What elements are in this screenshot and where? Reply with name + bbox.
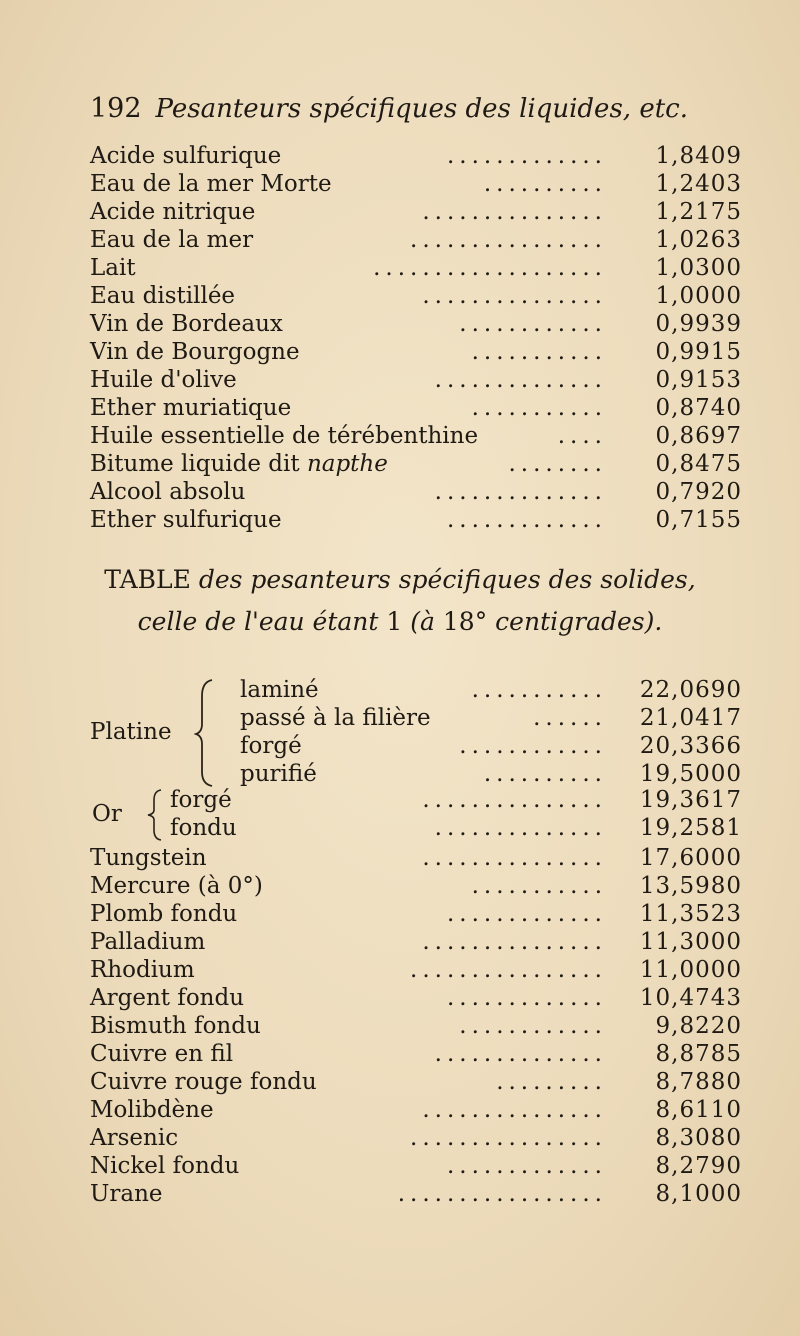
dot-leader: ............. <box>446 901 607 927</box>
table-row <box>90 1012 742 1040</box>
running-header <box>90 92 710 126</box>
substance-name: Urane <box>90 1181 163 1207</box>
dot-leader: ............... <box>422 787 607 813</box>
page-number: 192 <box>90 93 142 124</box>
variant-name: forgé <box>240 733 302 759</box>
substance-name: Vin de Bourgogne <box>90 339 300 365</box>
density-value: 0,8475 <box>655 451 742 477</box>
density-value: 1,2403 <box>655 171 742 197</box>
table-row <box>90 282 742 310</box>
table-title-word: TABLE <box>104 565 191 594</box>
density-value: 17,6000 <box>639 845 742 871</box>
dot-leader: ............... <box>422 199 607 225</box>
table-row <box>90 338 742 366</box>
solids-table-title-line2 <box>60 604 740 640</box>
dot-leader: ............ <box>459 733 607 759</box>
dot-leader: .............. <box>434 367 607 393</box>
table-row <box>90 422 742 450</box>
density-value: 1,2175 <box>655 199 742 225</box>
density-value: 20,3366 <box>639 733 742 759</box>
table-row <box>90 366 742 394</box>
substance-name: Vin de Bordeaux <box>90 311 283 337</box>
substance-name: Nickel fondu <box>90 1153 240 1179</box>
density-value: 8,3080 <box>655 1125 742 1151</box>
table-row <box>90 142 742 170</box>
table-row <box>240 732 742 760</box>
table-row <box>90 1152 742 1180</box>
table-row <box>90 198 742 226</box>
dot-leader: ............... <box>422 929 607 955</box>
dot-leader: .............. <box>434 815 607 841</box>
dot-leader: ............ <box>459 311 607 337</box>
dot-leader: .............. <box>434 479 607 505</box>
density-value: 8,1000 <box>655 1181 742 1207</box>
dot-leader: ............. <box>446 1153 607 1179</box>
table-row <box>90 1096 742 1124</box>
dot-leader: ........... <box>471 395 607 421</box>
variant-name: purifié <box>240 761 317 787</box>
table-row <box>90 226 742 254</box>
table-row <box>90 1068 742 1096</box>
variant-name: passé à la filière <box>240 705 431 731</box>
brace-icon <box>146 788 164 842</box>
table-row <box>90 1040 742 1068</box>
density-value: 8,8785 <box>655 1041 742 1067</box>
dot-leader: .... <box>557 423 607 449</box>
variant-name: laminé <box>240 677 319 703</box>
table-row <box>240 704 742 732</box>
density-value: 1,0263 <box>655 227 742 253</box>
density-value: 22,0690 <box>639 677 742 703</box>
table-subtitle-num: 1 <box>386 607 403 636</box>
table-row <box>90 844 742 872</box>
table-row <box>170 814 742 842</box>
substance-name: Ether sulfurique <box>90 507 282 533</box>
density-value: 1,0300 <box>655 255 742 281</box>
density-value: 0,7155 <box>655 507 742 533</box>
density-value: 19,5000 <box>639 761 742 787</box>
density-value: 13,5980 <box>639 873 742 899</box>
dot-leader: ........... <box>471 873 607 899</box>
density-value: 11,3000 <box>639 929 742 955</box>
table-subtitle-degree: 18° <box>442 607 488 636</box>
dot-leader: ........... <box>471 677 607 703</box>
substance-name: Cuivre en fil <box>90 1041 234 1067</box>
substance-name: Eau distillée <box>90 283 236 309</box>
substance-name: Acide nitrique <box>90 199 256 225</box>
dot-leader: .............. <box>434 1041 607 1067</box>
dot-leader: ............... <box>422 283 607 309</box>
density-value: 10,4743 <box>639 985 742 1011</box>
substance-name: Arsenic <box>90 1125 179 1151</box>
brace-icon <box>194 678 216 788</box>
table-row <box>90 394 742 422</box>
table-row <box>170 786 742 814</box>
density-value: 0,7920 <box>655 479 742 505</box>
dot-leader: ...... <box>533 705 607 731</box>
platine-rows <box>240 676 742 788</box>
table-row <box>90 872 742 900</box>
table-title-rest: des pesanteurs spécifiques des solides, <box>198 565 696 594</box>
density-value: 8,7880 <box>655 1069 742 1095</box>
dot-leader: ................. <box>397 1181 607 1207</box>
substance-name: Eau de la mer Morte <box>90 171 332 197</box>
substance-name: Bismuth fondu <box>90 1013 261 1039</box>
dot-leader: .......... <box>483 171 607 197</box>
substance-name: Cuivre rouge fondu <box>90 1069 317 1095</box>
density-value: 0,9939 <box>655 311 742 337</box>
substance-name: Acide sulfurique <box>90 143 282 169</box>
substance-name: Mercure (à 0°) <box>90 873 263 899</box>
substance-name: Huile essentielle de térébenthine <box>90 423 479 449</box>
table-row <box>90 170 742 198</box>
dot-leader: ................ <box>410 957 607 983</box>
density-value: 21,0417 <box>639 705 742 731</box>
substance-name-italic: napthe <box>306 451 388 477</box>
substance-name: Huile d'olive <box>90 367 237 393</box>
dot-leader: ........ <box>508 451 607 477</box>
solids-table-title-line1 <box>60 562 740 598</box>
density-value: 0,9153 <box>655 367 742 393</box>
density-value: 11,3523 <box>639 901 742 927</box>
density-value: 0,8740 <box>655 395 742 421</box>
table-row <box>90 254 742 282</box>
substance-name: Palladium <box>90 929 206 955</box>
liquids-table <box>90 142 742 534</box>
dot-leader: ................ <box>410 227 607 253</box>
or-rows <box>170 786 742 842</box>
density-value: 19,2581 <box>639 815 742 841</box>
solids-table <box>90 844 742 1208</box>
or-group <box>90 786 742 844</box>
density-value: 0,9915 <box>655 339 742 365</box>
platine-group <box>90 676 742 792</box>
table-row <box>90 450 742 478</box>
table-subtitle-c: centigrades). <box>495 607 663 636</box>
density-value: 8,6110 <box>655 1097 742 1123</box>
variant-name: fondu <box>170 815 237 841</box>
dot-leader: ............... <box>422 845 607 871</box>
density-value: 8,2790 <box>655 1153 742 1179</box>
density-value: 0,8697 <box>655 423 742 449</box>
table-row <box>90 984 742 1012</box>
table-row <box>90 956 742 984</box>
substance-name: Rhodium <box>90 957 195 983</box>
table-row <box>90 1124 742 1152</box>
table-row <box>90 506 742 534</box>
dot-leader: ............... <box>422 1097 607 1123</box>
table-row <box>90 900 742 928</box>
density-value: 1,0000 <box>655 283 742 309</box>
table-row <box>90 310 742 338</box>
substance-name: Argent fondu <box>90 985 245 1011</box>
density-value: 19,3617 <box>639 787 742 813</box>
group-label-platine: Platine <box>90 719 172 745</box>
dot-leader: .......... <box>483 761 607 787</box>
dot-leader: ................ <box>410 1125 607 1151</box>
table-row <box>240 676 742 704</box>
table-row <box>240 760 742 788</box>
dot-leader: ............. <box>446 985 607 1011</box>
table-row <box>90 1180 742 1208</box>
substance-name: Ether muriatique <box>90 395 292 421</box>
table-row <box>90 478 742 506</box>
group-label-or: Or <box>92 801 122 827</box>
density-value: 1,8409 <box>655 143 742 169</box>
dot-leader: ............ <box>459 1013 607 1039</box>
dot-leader: ........... <box>471 339 607 365</box>
table-subtitle-a: celle de l'eau étant <box>137 607 379 636</box>
table-row <box>90 928 742 956</box>
substance-name: Tungstein <box>90 845 207 871</box>
substance-name: Molibdène <box>90 1097 214 1123</box>
dot-leader: ............. <box>446 143 607 169</box>
table-subtitle-b: (à <box>410 607 435 636</box>
running-title: Pesanteurs spécifiques des liquides, etc. <box>155 94 688 124</box>
dot-leader: ............. <box>446 507 607 533</box>
substance-name: Lait <box>90 255 136 281</box>
dot-leader: ................... <box>373 255 607 281</box>
density-value: 9,8220 <box>655 1013 742 1039</box>
substance-name: Eau de la mer <box>90 227 254 253</box>
density-value: 11,0000 <box>639 957 742 983</box>
substance-name: Plomb fondu <box>90 901 238 927</box>
substance-name-prefix: Bitume liquide dit <box>90 451 307 477</box>
variant-name: forgé <box>170 787 232 813</box>
dot-leader: ......... <box>496 1069 607 1095</box>
substance-name <box>90 450 388 478</box>
substance-name: Alcool absolu <box>90 479 246 505</box>
